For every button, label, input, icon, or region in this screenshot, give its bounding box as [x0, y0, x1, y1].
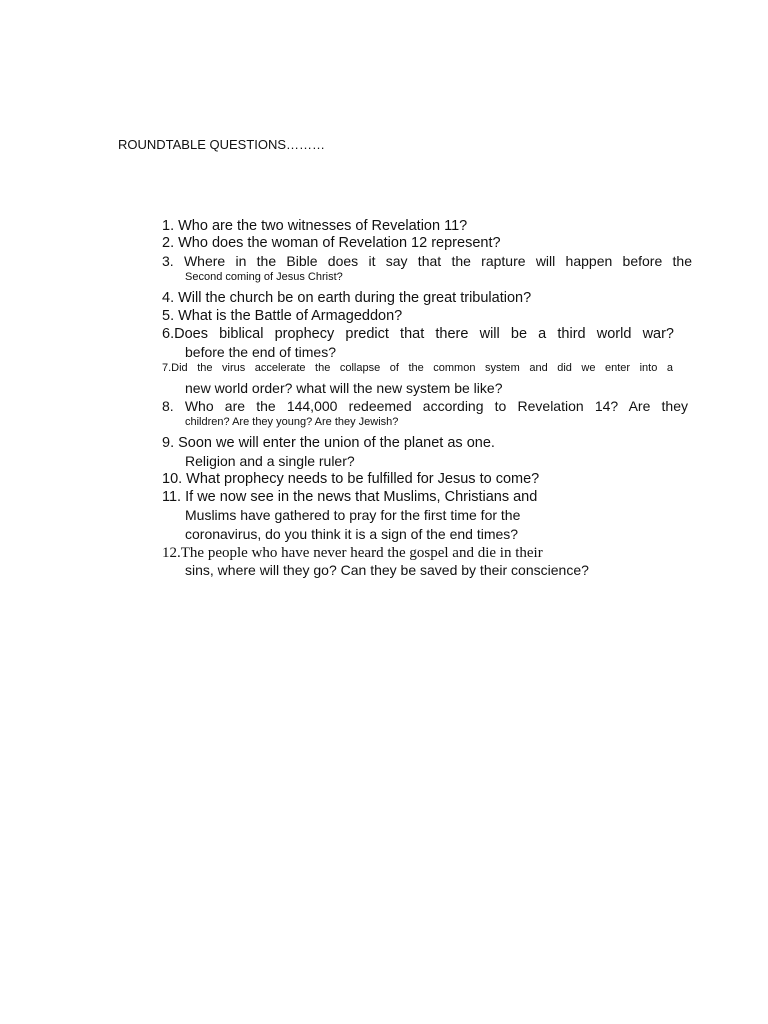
- question-9-continuation: Religion and a single ruler?: [185, 453, 355, 469]
- question-12-continuation: sins, where will they go? Can they be saved by their conscience?: [185, 562, 589, 578]
- question-12: [162, 545, 543, 561]
- question-11: 11. If we now see in the news that Muslims, Christians and: [162, 489, 538, 505]
- question-11-continuation-2: coronavirus, do you think it is a sign of the end times?: [185, 526, 519, 542]
- question-6-continuation: before the end of times?: [185, 344, 336, 360]
- question-3-continuation: Second coming of Jesus Christ?: [185, 271, 343, 283]
- question-8: 8. Who are the 144,000 redeemed according to Revelation 14? Are they: [162, 398, 688, 414]
- question-9: 9. Soon we will enter the union of the planet as one.: [162, 435, 495, 451]
- question-5: 5. What is the Battle of Armageddon?: [162, 308, 403, 324]
- question-4: 4. Will the church be on earth during the great tribulation?: [162, 290, 532, 306]
- question-3: 3. Where in the Bible does it say that the rapture will happen before the: [162, 253, 692, 269]
- page-title: ROUNDTABLE QUESTIONS………: [118, 137, 326, 152]
- question-10: 10. What prophecy needs to be fulfilled for Jesus to come?: [162, 471, 540, 487]
- question-7-continuation: new world order? what will the new system be like?: [185, 380, 503, 396]
- question-7: 7.Did the virus accelerate the collapse of the common system and did we enter into a: [162, 362, 673, 374]
- question-2: 2. Who does the woman of Revelation 12 represent?: [162, 235, 501, 251]
- question-6: 6.Does biblical prophecy predict that there will be a third world war?: [162, 326, 674, 342]
- question-1: 1. Who are the two witnesses of Revelation 11?: [162, 218, 468, 234]
- question-8-continuation: children? Are they young? Are they Jewish?: [185, 416, 399, 428]
- question-11-continuation-1: Muslims have gathered to pray for the first time for the: [185, 507, 521, 523]
- question-12-text: 12.The people who have never heard the gospel and die in their: [162, 545, 543, 561]
